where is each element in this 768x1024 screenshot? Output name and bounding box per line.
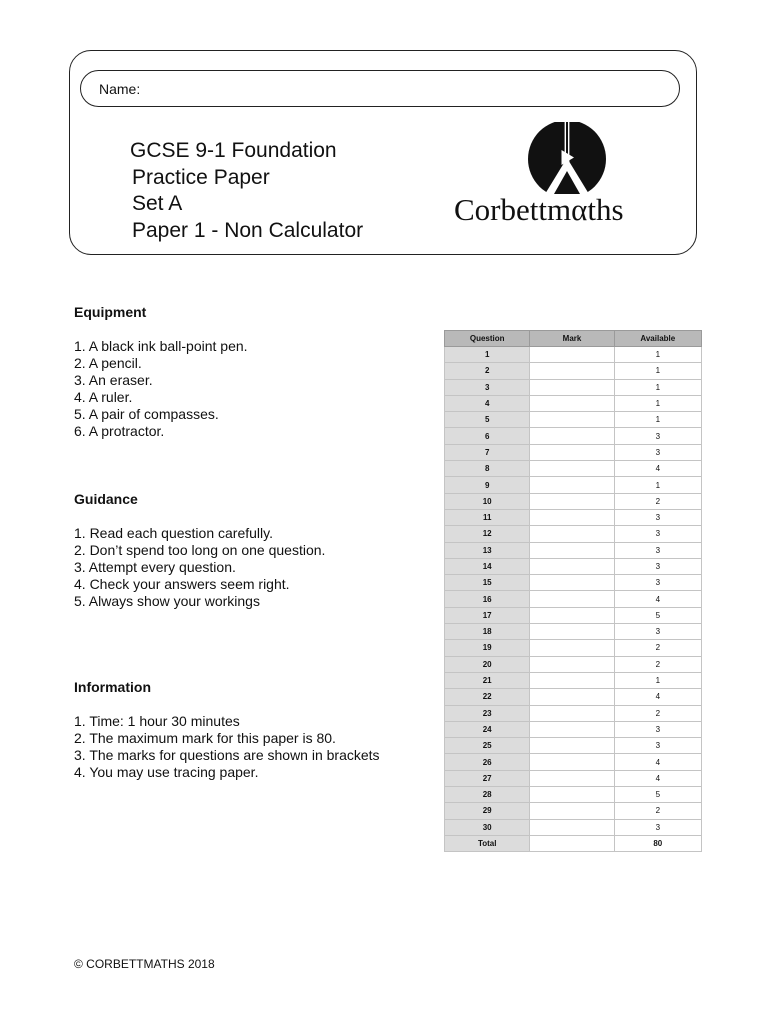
list-item: 2. A pencil. [74, 355, 142, 371]
question-number-cell: 5 [445, 412, 530, 428]
question-number-cell: 4 [445, 395, 530, 411]
mark-entry-cell[interactable] [530, 656, 614, 672]
available-marks-cell: 2 [614, 656, 701, 672]
question-number-cell: 28 [445, 787, 530, 803]
mark-entry-cell[interactable] [530, 754, 614, 770]
corbettmaths-logo-icon [526, 122, 608, 194]
total-mark-entry-cell[interactable] [530, 835, 614, 851]
total-row [445, 835, 702, 851]
list-item: 1. Time: 1 hour 30 minutes [74, 713, 240, 729]
table-row [445, 787, 702, 803]
information-section [74, 679, 380, 781]
available-marks-cell: 3 [614, 526, 701, 542]
table-row [445, 395, 702, 411]
list-item: 1. Read each question carefully. [74, 525, 273, 541]
total-available-cell: 80 [614, 835, 701, 851]
question-number-cell: 25 [445, 738, 530, 754]
guidance-heading: Guidance [74, 491, 138, 507]
table-row [445, 754, 702, 770]
available-marks-cell: 5 [614, 787, 701, 803]
mark-entry-cell[interactable] [530, 738, 614, 754]
table-row [445, 363, 702, 379]
equipment-list [74, 338, 248, 440]
title-line-4: Paper 1 - Non Calculator [132, 219, 364, 243]
table-header-row [445, 331, 702, 347]
question-number-cell: 2 [445, 363, 530, 379]
mark-entry-cell[interactable] [530, 477, 614, 493]
available-marks-cell: 3 [614, 558, 701, 574]
question-number-cell: 27 [445, 770, 530, 786]
available-marks-cell: 1 [614, 379, 701, 395]
available-marks-cell: 2 [614, 705, 701, 721]
list-item: 3. Attempt every question. [74, 559, 236, 575]
question-number-cell: 26 [445, 754, 530, 770]
list-item: 4. A ruler. [74, 389, 133, 405]
question-number-cell: 17 [445, 607, 530, 623]
table-row [445, 509, 702, 525]
mark-entry-cell[interactable] [530, 672, 614, 688]
question-number-cell: 16 [445, 591, 530, 607]
table-row [445, 526, 702, 542]
mark-entry-cell[interactable] [530, 770, 614, 786]
corbettmaths-wordmark: Corbettmαths [454, 192, 624, 227]
table-row [445, 672, 702, 688]
paper-title-block [126, 138, 363, 245]
mark-entry-cell[interactable] [530, 624, 614, 640]
list-item: 3. An eraser. [74, 372, 153, 388]
question-number-cell: 18 [445, 624, 530, 640]
mark-entry-cell[interactable] [530, 705, 614, 721]
question-number-cell: 1 [445, 347, 530, 363]
information-heading: Information [74, 679, 151, 695]
table-row [445, 575, 702, 591]
mark-entry-cell[interactable] [530, 787, 614, 803]
marks-table-body [445, 347, 702, 852]
available-marks-cell: 4 [614, 689, 701, 705]
available-marks-cell: 3 [614, 721, 701, 737]
list-item: 5. A pair of compasses. [74, 406, 219, 422]
table-row [445, 461, 702, 477]
available-marks-cell: 2 [614, 640, 701, 656]
mark-entry-cell[interactable] [530, 558, 614, 574]
available-marks-cell: 3 [614, 575, 701, 591]
mark-entry-cell[interactable] [530, 721, 614, 737]
mark-entry-cell[interactable] [530, 461, 614, 477]
available-marks-cell: 1 [614, 672, 701, 688]
question-number-cell: 24 [445, 721, 530, 737]
table-row [445, 656, 702, 672]
available-marks-cell: 3 [614, 509, 701, 525]
available-marks-cell: 4 [614, 770, 701, 786]
table-row [445, 819, 702, 835]
table-row [445, 607, 702, 623]
guidance-section [74, 491, 325, 610]
question-number-cell: 20 [445, 656, 530, 672]
question-number-cell: 10 [445, 493, 530, 509]
title-line-3: Set A [132, 192, 183, 216]
mark-entry-cell[interactable] [530, 363, 614, 379]
mark-entry-cell[interactable] [530, 803, 614, 819]
available-marks-cell: 3 [614, 444, 701, 460]
guidance-list [74, 525, 325, 610]
mark-entry-cell[interactable] [530, 575, 614, 591]
information-list [74, 713, 380, 781]
list-item: 3. The marks for questions are shown in brackets [74, 747, 380, 763]
question-number-cell: 30 [445, 819, 530, 835]
question-number-cell: 23 [445, 705, 530, 721]
table-row [445, 493, 702, 509]
name-label: Name: [99, 81, 141, 97]
table-row [445, 477, 702, 493]
mark-entry-cell[interactable] [530, 526, 614, 542]
mark-entry-cell[interactable] [530, 689, 614, 705]
list-item: 2. The maximum mark for this paper is 80. [74, 730, 336, 746]
mark-entry-cell[interactable] [530, 347, 614, 363]
available-marks-cell: 2 [614, 803, 701, 819]
available-marks-cell: 3 [614, 542, 701, 558]
mark-entry-cell[interactable] [530, 428, 614, 444]
list-item: 6. A protractor. [74, 423, 165, 439]
available-marks-cell: 3 [614, 428, 701, 444]
table-row [445, 624, 702, 640]
list-item: 4. Check your answers seem right. [74, 576, 290, 592]
question-number-cell: 7 [445, 444, 530, 460]
table-row [445, 412, 702, 428]
table-row [445, 558, 702, 574]
available-column-header: Available [614, 331, 701, 347]
question-number-cell: 29 [445, 803, 530, 819]
list-item: 5. Always show your workings [74, 593, 260, 609]
title-line-1: GCSE 9-1 Foundation [130, 139, 337, 162]
mark-entry-cell[interactable] [530, 412, 614, 428]
marks-table [444, 330, 702, 852]
available-marks-cell: 5 [614, 607, 701, 623]
table-row [445, 542, 702, 558]
question-number-cell: 8 [445, 461, 530, 477]
table-row [445, 347, 702, 363]
available-marks-cell: 4 [614, 461, 701, 477]
available-marks-cell: 2 [614, 493, 701, 509]
table-row [445, 770, 702, 786]
mark-entry-cell[interactable] [530, 591, 614, 607]
question-number-cell: 14 [445, 558, 530, 574]
list-item: 2. Don’t spend too long on one question. [74, 542, 326, 558]
mark-entry-cell[interactable] [530, 379, 614, 395]
question-number-cell: 6 [445, 428, 530, 444]
available-marks-cell: 3 [614, 738, 701, 754]
mark-entry-cell[interactable] [530, 542, 614, 558]
mark-entry-cell[interactable] [530, 607, 614, 623]
question-number-cell: 12 [445, 526, 530, 542]
name-field[interactable] [80, 70, 680, 107]
question-number-cell: 21 [445, 672, 530, 688]
available-marks-cell: 1 [614, 395, 701, 411]
mark-entry-cell[interactable] [530, 819, 614, 835]
available-marks-cell: 1 [614, 347, 701, 363]
question-number-cell: 13 [445, 542, 530, 558]
table-row [445, 738, 702, 754]
mark-entry-cell[interactable] [530, 640, 614, 656]
title-line-2: Practice Paper [132, 165, 270, 189]
table-row [445, 721, 702, 737]
available-marks-cell: 4 [614, 754, 701, 770]
question-number-cell: 15 [445, 575, 530, 591]
table-row [445, 803, 702, 819]
list-item: 1. A black ink ball-point pen. [74, 338, 248, 354]
question-column-header: Question [445, 331, 530, 347]
question-number-cell: 19 [445, 640, 530, 656]
available-marks-cell: 3 [614, 819, 701, 835]
total-label-cell: Total [445, 835, 530, 851]
table-row [445, 705, 702, 721]
question-number-cell: 22 [445, 689, 530, 705]
mark-entry-cell[interactable] [530, 493, 614, 509]
mark-column-header: Mark [530, 331, 614, 347]
table-row [445, 444, 702, 460]
table-row [445, 591, 702, 607]
available-marks-cell: 1 [614, 477, 701, 493]
mark-entry-cell[interactable] [530, 509, 614, 525]
table-row [445, 689, 702, 705]
mark-entry-cell[interactable] [530, 444, 614, 460]
question-number-cell: 3 [445, 379, 530, 395]
available-marks-cell: 1 [614, 412, 701, 428]
table-row [445, 428, 702, 444]
question-number-cell: 11 [445, 509, 530, 525]
available-marks-cell: 4 [614, 591, 701, 607]
copyright-notice: © CORBETTMATHS 2018 [74, 957, 215, 971]
equipment-section [74, 304, 248, 440]
table-row [445, 640, 702, 656]
table-row [445, 379, 702, 395]
available-marks-cell: 3 [614, 624, 701, 640]
available-marks-cell: 1 [614, 363, 701, 379]
mark-entry-cell[interactable] [530, 395, 614, 411]
list-item: 4. You may use tracing paper. [74, 764, 259, 780]
equipment-heading: Equipment [74, 304, 147, 320]
question-number-cell: 9 [445, 477, 530, 493]
